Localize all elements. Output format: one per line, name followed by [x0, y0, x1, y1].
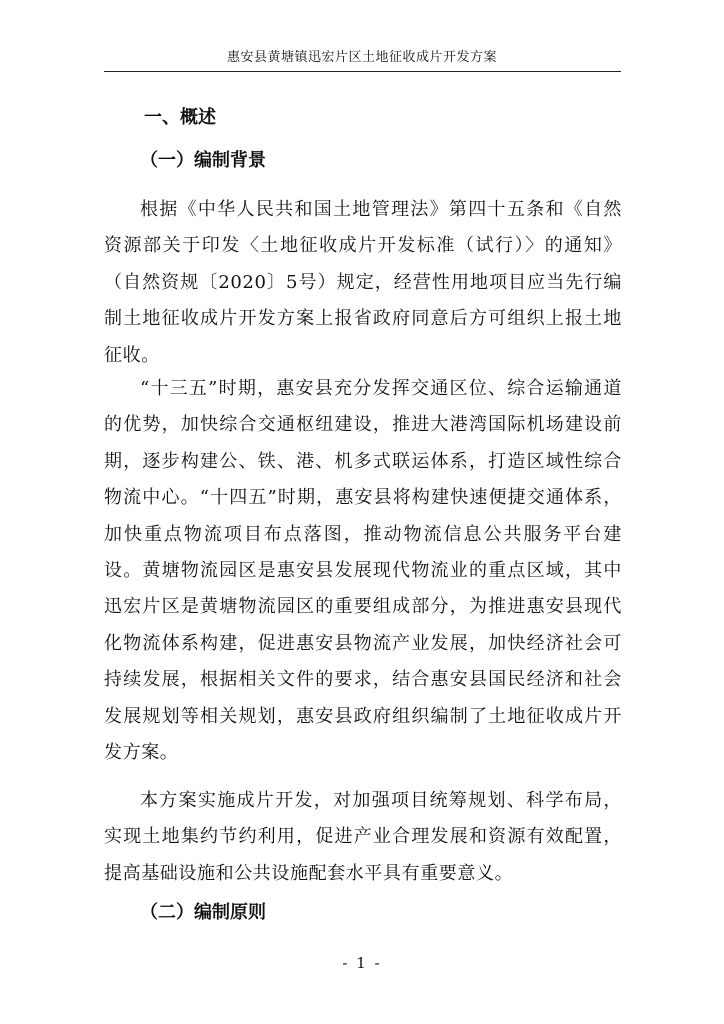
- section-heading-overview: 一、概述: [144, 107, 216, 128]
- document-header-title: 惠安县黄塘镇迅宏片区土地征收成片开发方案: [226, 50, 497, 65]
- page-number: - 1 -: [342, 954, 382, 972]
- paragraph-significance: 本方案实施成片开发，对加强项目统筹规划、科学布局，实现土地集约节约利用，促进产业合理发展和资源有效配置，提高基础设施和公共设施配套水平具有重要意义。: [104, 790, 622, 884]
- header-divider: [104, 71, 621, 72]
- subsection-heading-principles: （二）编制原则: [140, 902, 266, 923]
- paragraph-development-context: “十三五”时期，惠安县充分发挥交通区位、综合运输通道的优势，加快综合交通枢纽建设，推进大港湾国际机场建设前期，逐步构建公、铁、港、机多式联运体系，打造区域性综合物流中心。“十四五”时期，惠安县将构建快速便捷交通体系，加快重点物流项目布点落图，推动物流信息公共服务平台建设。黄塘物流园区是惠安县发展现代物流业的重点区域，其中迅宏片区是黄塘物流园区的重要组成部分，为推进惠安县现代化物流体系构建，促进惠安县物流产业发展，加快经济社会可持续发展，根据相关文件的要求，结合惠安县国民经济和社会发展规划等相关规划，惠安县政府组织编制了土地征收成片开发方案。: [104, 378, 622, 764]
- subsection-heading-background: （一）编制背景: [140, 150, 266, 171]
- paragraph-legal-basis: 根据《中华人民共和国土地管理法》第四十五条和《自然资源部关于印发〈土地征收成片开发标准（试行）〉的通知》（自然资规〔2020〕5号）规定，经营性用地项目应当先行编制土地征收成片开发方案上报省政府同意后方可组织上报土地征收。: [104, 199, 622, 366]
